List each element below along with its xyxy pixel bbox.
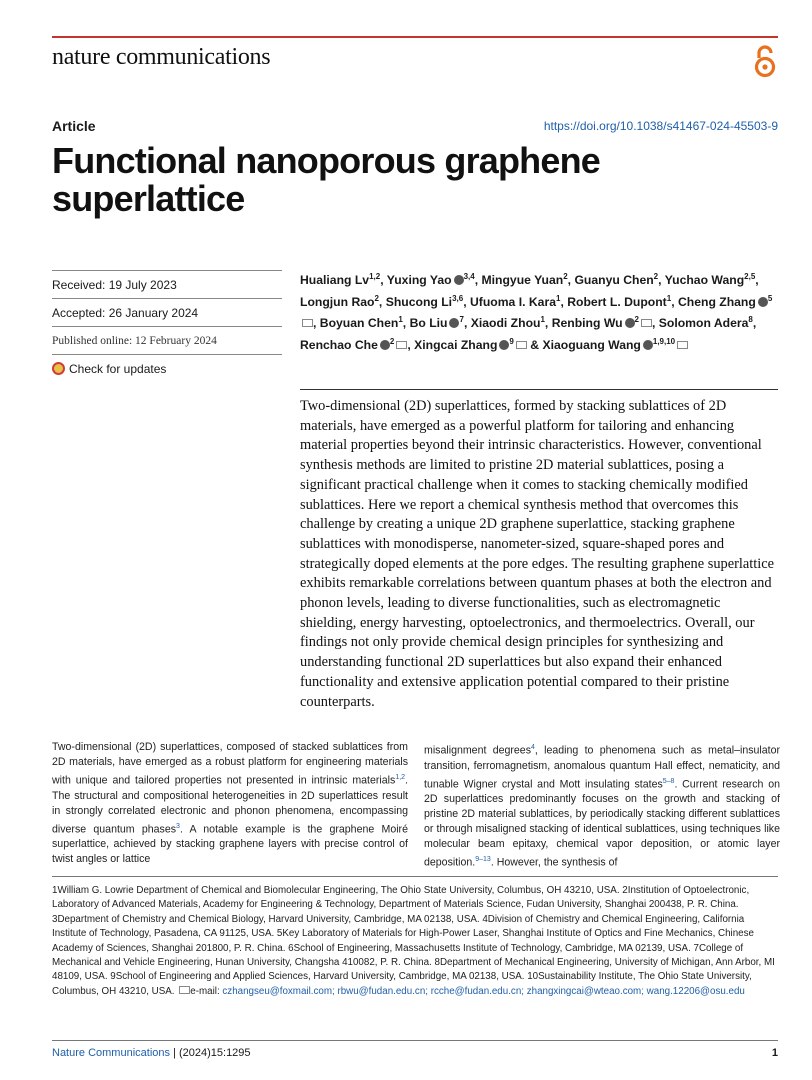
author-name: Ufuoma I. Kara <box>469 294 556 309</box>
footer-journal-link[interactable]: Nature Communications <box>52 1047 170 1059</box>
orcid-icon[interactable] <box>643 340 653 350</box>
citation-link[interactable]: 1,2 <box>395 774 406 781</box>
author-name: Renbing Wu <box>551 316 623 331</box>
author-name: Solomon Adera <box>658 316 749 331</box>
orcid-icon[interactable] <box>499 340 509 350</box>
orcid-icon[interactable] <box>758 297 768 307</box>
email-icon[interactable] <box>396 341 407 349</box>
article-type: Article <box>52 118 96 134</box>
author-name: Xiaoguang Wang <box>542 337 641 352</box>
published-date: Published online: 12 February 2024 <box>52 326 282 354</box>
email-links[interactable]: czhangseu@foxmail.com; rbwu@fudan.edu.cn; rcche@fudan.edu.cn; zhangxingcai@wteao.com; wang.12206@osu.edu <box>222 985 745 997</box>
accepted-date: Accepted: 26 January 2024 <box>52 298 282 326</box>
open-access-icon <box>752 44 778 78</box>
article-meta <box>52 270 282 382</box>
citation-link[interactable]: 3 <box>176 822 180 830</box>
author-name: Longjun Rao <box>300 294 375 309</box>
affiliations-footnote: 1William G. Lowrie Department of Chemical and Biomolecular Engineering, The Ohio State University, Columbus, OH 43210, USA. 2Institution of Optoelectronic, Laboratory of Advanced Materials, Academy for Engineering & Technology, Department of Materials Science, Fudan University, Shanghai 200438, P. R. China. 3Department of Chemistry and Chemical Biology, Harvard University, Cambridge, MA 02138, USA. 4Division of Chemistry and Chemical Engineering, California Institute of Technology, Pasadena, CA 91125, USA. 5Key Laboratory of Materials for High-Power Laser, Shanghai Institute of Optics and Fine Mechanics, Chinese Academy of Sciences, Shanghai 201800, P. R. China. 6School of Engineering, Massachusetts Institute of Technology, Cambridge, MA 02139, USA. 7College of Mechanical and Vehicle Engineering, Hunan University, Changsha 410082, P. R. China. 8Department of Mechanical Engineering, University of Michigan, Ann Arbor, MI 48109, USA. 9School of Engineering and Applied Sciences, Harvard University, Cambridge, MA 02138, USA. 10Sustainability Institute, The Ohio State University, Columbus, OH 43210, USA. e-mail: czhangseu@foxmail.com; rbwu@fudan.edu.cn; rcche@fudan.edu.cn; zhangxingcai@wteao.com; wang.12206@osu.edu <box>52 885 775 997</box>
journal-name: nature communications <box>52 44 271 70</box>
paper-title: Functional nanoporous graphene superlattice <box>52 140 601 219</box>
page-number: 1 <box>771 1047 778 1059</box>
author-name: Boyuan Chen <box>319 316 399 331</box>
body-column-1: Two-dimensional (2D) superlattices, composed of stacked sublattices from 2D materials, have emerged as a robust platform for engineering materials with unique and tailored properties not presented in intrinsic materials$^{1,2}$. The structural and compositional heterogeneities in 2D superlattices result in strongly correlated electronic and phonon phenomena, encompassing diverse quantum phases$^3$. A notable example is the graphene Moiré superlattice, achieved by stacking graphene layers with precise control of twist angles or lattice <box>52 741 408 866</box>
author-name: Renchao Che <box>300 337 378 352</box>
email-icon[interactable] <box>516 341 527 349</box>
body-column-2: misalignment degrees$^4$, leading to phenomena such as metal–insulator transition, ferromagnetism, anomalous quantum Hall effect, nematicity, and tunable Wigner crystal and Mott insulating states$^{5-8}$. Current research on 2D superlattices predominantly focuses on the growth and stacking of pristine 2D material sublattices, by periodically stacking different sublattices or through misaligned stacking of identical sublattices, using techniques like molecular beam epitaxy, chemical vapor deposition, or atomic layer deposition.$^{9-13}$. However, the synthesis of <box>424 744 781 869</box>
received-date: Received: 19 July 2023 <box>52 270 282 298</box>
author-name: Shucong Li <box>385 294 453 309</box>
orcid-icon[interactable] <box>449 318 459 328</box>
author-name: Yuxing Yao <box>386 273 452 288</box>
footer-divider <box>52 1040 778 1041</box>
footnote-divider <box>52 876 778 877</box>
check-updates-label: Check for updates <box>69 361 167 376</box>
author-name: Mingyue Yuan <box>481 273 564 288</box>
check-updates-button[interactable] <box>52 354 282 382</box>
doi-link[interactable]: https://doi.org/10.1038/s41467-024-45503-9 <box>543 119 778 133</box>
authors-divider <box>300 389 778 390</box>
author-name: Hualiang Lv <box>300 273 370 288</box>
orcid-icon[interactable] <box>625 318 635 328</box>
citation-link[interactable]: 5–8 <box>662 777 675 785</box>
email-icon[interactable] <box>641 319 652 327</box>
email-icon <box>179 986 190 994</box>
author-name: Bo Liu <box>409 316 448 331</box>
author-name: Xingcai Zhang <box>414 337 498 352</box>
header-rule <box>52 36 778 38</box>
orcid-icon[interactable] <box>380 340 390 350</box>
author-name: Xiaodi Zhou <box>470 316 541 331</box>
email-icon[interactable] <box>677 341 688 349</box>
citation-link[interactable]: 4 <box>531 744 535 751</box>
author-list: Hualiang Lv$^{1,2}$, Yuxing Yao $^{3,4}$, Mingyue Yuan$^2$, Guanyu Chen$^2$, Yuchao Wang$^{2,5}$, Longjun Rao$^2$, Shucong Li$^{3,6}$, Ufuoma I. Kara$^1$, Robert L. Dupont$^1$, Cheng Zhang $^5$, Boyuan Chen$^1$, Bo Liu $^7$, Xiaodi Zhou$^1$, Renbing Wu $^2$ , Solomon Adera$^8$, Renchao Che $^2$ , Xingcai Zhang $^9$ & Xiaoguang Wang $^{1,9,10}$ <box>300 272 773 352</box>
author-name: Yuchao Wang <box>664 273 745 288</box>
page-footer: Nature Communications | (2024)15:1295 <box>52 1047 251 1059</box>
author-name: Robert L. Dupont <box>567 294 667 309</box>
email-icon[interactable] <box>302 319 313 327</box>
citation-link[interactable]: 9–13 <box>475 856 491 864</box>
author-name: Cheng Zhang <box>677 294 756 309</box>
orcid-icon[interactable] <box>454 275 464 285</box>
abstract: Two-dimensional (2D) superlattices, formed by stacking sublattices of 2D materials, have emerged as a powerful platform for tailoring and enhancing material properties beyond their intrinsic characteristics. However, conventional synthesis methods are limited to pristine 2D material sublattices, posing a significant practical challenge when it comes to stacking chemically modified sublattices. Here we report a chemical synthesis method that overcomes this challenge by creating a unique 2D graphene superlattice, stacking graphene sublattices with monodisperse, nanometer-sized, square-shaped pores and strategically doped elements at the pore edges. The resulting graphene superlattice exhibits remarkable correlations between quantum phases at both the electron and phonon levels, leading to diverse functionalities, such as electromagnetic shielding, energy harvesting, optoelectronics, and thermoelectrics. Overall, our findings not only provide chemical design principles for synthesizing and understanding functional 2D superlattices but also expand their enhanced functionality and extensive application potential compared to their pristine counterparts. <box>300 398 775 710</box>
author-name: Guanyu Chen <box>574 273 654 288</box>
ampersand: & <box>530 337 540 352</box>
crossmark-icon <box>52 362 65 375</box>
